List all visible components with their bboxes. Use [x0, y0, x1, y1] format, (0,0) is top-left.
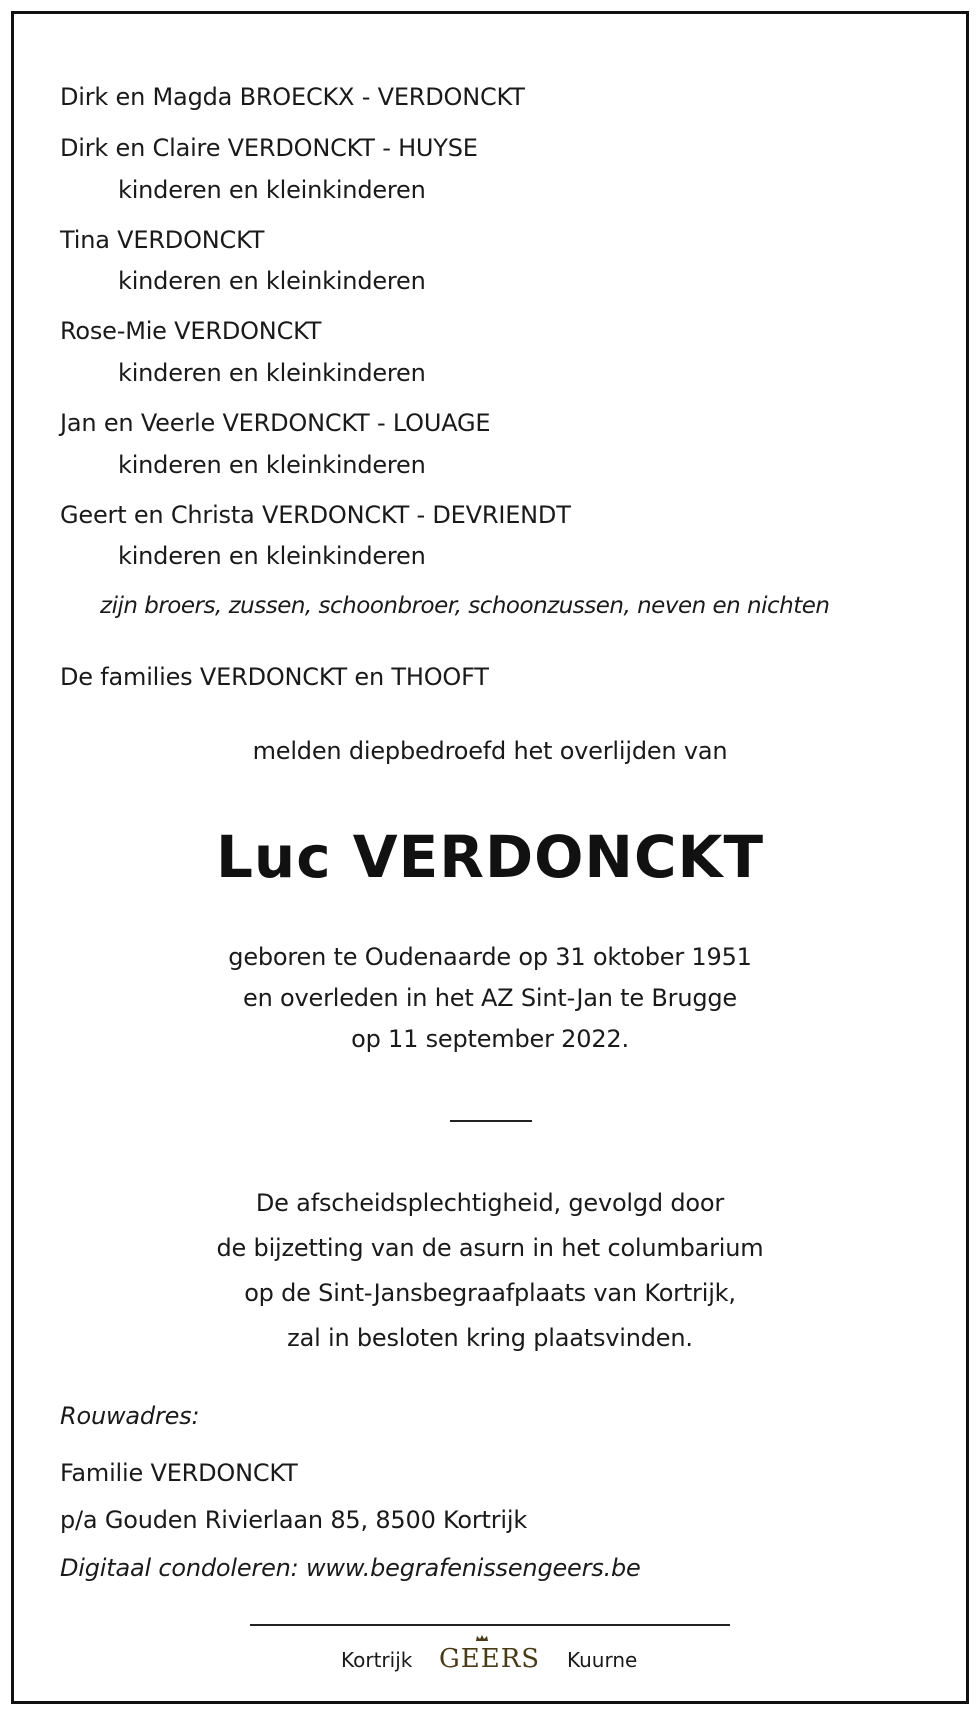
death-date-line: op 11 september 2022.: [351, 1025, 629, 1053]
relatives-line: zijn broers, zussen, schoonbroer, schoonzussen, neven en nichten: [100, 593, 830, 619]
footer-location-right: Kuurne: [567, 1648, 638, 1672]
family-member-3-sub: kinderen en kleinkinderen: [118, 267, 426, 295]
ceremony-line-2: de bijzetting van de asurn in het columbarium: [216, 1234, 764, 1262]
address-name: Familie VERDONCKT: [60, 1459, 298, 1487]
family-member-3: Tina VERDONCKT: [60, 226, 265, 254]
family-member-1: Dirk en Magda BROECKX - VERDONCKT: [60, 83, 525, 111]
announcement-line: melden diepbedroefd het overlijden van: [252, 737, 728, 765]
family-member-5-sub: kinderen en kleinkinderen: [118, 451, 426, 479]
deceased-name: Luc VERDONCKT: [215, 823, 765, 891]
condolence-link[interactable]: Digitaal condoleren: www.begrafenissengeers.be: [60, 1554, 641, 1582]
ceremony-line-3: op de Sint-Jansbegraafplaats van Kortrijk,: [244, 1279, 736, 1307]
birth-line: geboren te Oudenaarde op 31 oktober 1951: [228, 943, 752, 971]
ceremony-line-4: zal in besloten kring plaatsvinden.: [287, 1324, 693, 1352]
family-member-6: Geert en Christa VERDONCKT - DEVRIENDT: [60, 501, 571, 529]
address-label: Rouwadres:: [60, 1402, 200, 1430]
family-member-2-sub: kinderen en kleinkinderen: [118, 176, 426, 204]
family-member-2: Dirk en Claire VERDONCKT - HUYSE: [60, 134, 478, 162]
section-divider: [450, 1120, 532, 1122]
families-line: De families VERDONCKT en THOOFT: [60, 663, 489, 691]
crown-icon: [475, 1634, 489, 1642]
family-member-4: Rose-Mie VERDONCKT: [60, 317, 322, 345]
address-street: p/a Gouden Rivierlaan 85, 8500 Kortrijk: [60, 1506, 528, 1534]
funeral-home-logo: GEERS: [439, 1644, 541, 1674]
family-member-6-sub: kinderen en kleinkinderen: [118, 542, 426, 570]
death-line: en overleden in het AZ Sint-Jan te Brugge: [243, 984, 737, 1012]
footer-divider: [250, 1624, 730, 1626]
footer-location-left: Kortrijk: [341, 1648, 413, 1672]
family-member-4-sub: kinderen en kleinkinderen: [118, 359, 426, 387]
family-member-5: Jan en Veerle VERDONCKT - LOUAGE: [60, 409, 491, 437]
ceremony-line-1: De afscheidsplechtigheid, gevolgd door: [255, 1189, 725, 1217]
